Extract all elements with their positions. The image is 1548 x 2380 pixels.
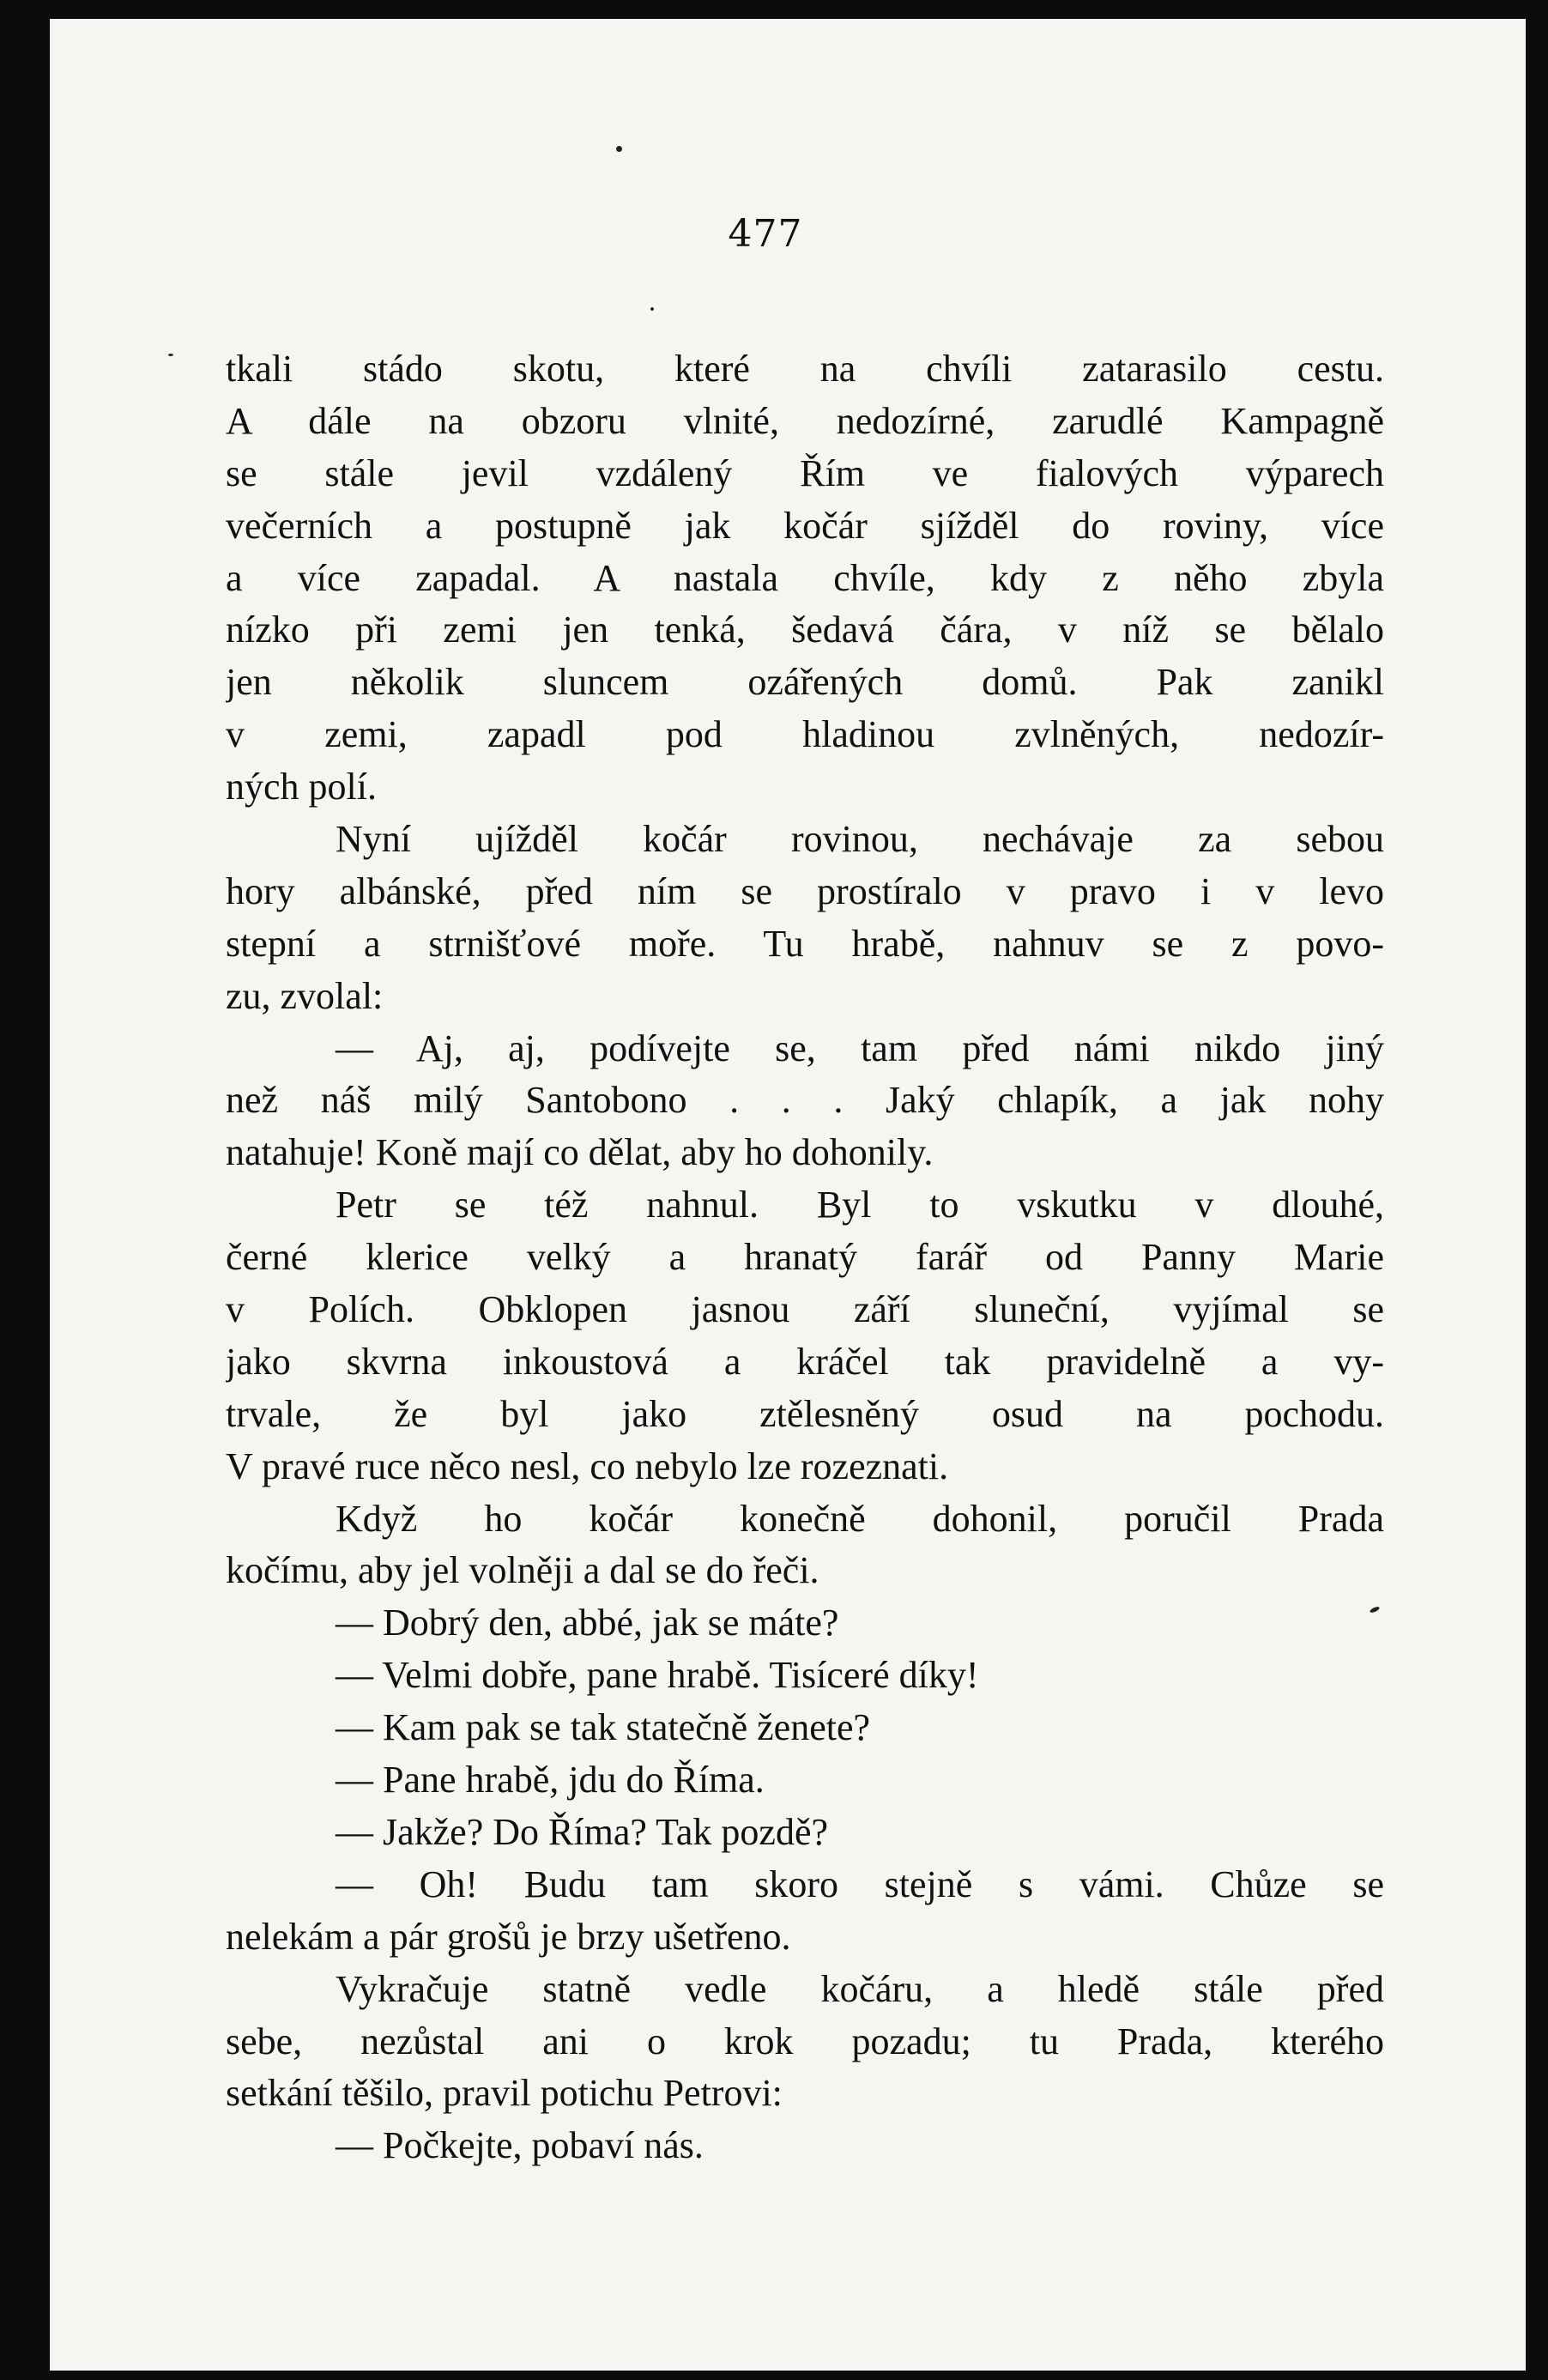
text-line: hory albánské, před ním se prostíralo v pravo i v levo [226, 869, 1384, 912]
text-line: než náš milý Santobono . . . Jaký chlapík, a jak nohy [226, 1079, 1384, 1122]
text-line: A dále na obzoru vlnité, nedozírné, zarudlé Kampagně [226, 399, 1384, 442]
text-line: jen několik sluncem ozářených domů. Pak zanikl [226, 661, 1384, 704]
text-line: V pravé ruce něco nesl, co nebylo lze rozeznati. [226, 1444, 949, 1487]
text-line: nízko při zemi jen tenká, šedavá čára, v níž se bělalo [226, 609, 1384, 651]
text-line: ných polí. [226, 766, 377, 808]
paper-speck [650, 307, 654, 311]
text-line: nelekám a pár grošů je brzy ušetřeno. [226, 1915, 791, 1958]
text-line: v zemi, zapadl pod hladinou zvlněných, nedozír- [226, 713, 1384, 756]
text-line: — Oh! Budu tam skoro stejně s vámi. Chůze se [336, 1862, 1384, 1905]
text-line: Petr se též nahnul. Byl to vskutku v dlouhé, [336, 1184, 1384, 1226]
text-line: se stále jevil vzdálený Řím ve fialových výparech [226, 451, 1384, 494]
text-line: stepní a strnišťové moře. Tu hrabě, nahnuv se z povo- [226, 922, 1384, 965]
text-line: kočímu, aby jel volněji a dal se do řeči. [226, 1549, 819, 1592]
text-line: — Pane hrabě, jdu do Říma. [336, 1759, 765, 1802]
text-line: setkání těšilo, pravil potichu Petrovi: [226, 2072, 783, 2115]
text-line: černé klerice velký a hranatý farář od Panny Marie [226, 1236, 1384, 1279]
text-line: Vykračuje statně vedle kočáru, a hledě stále před [336, 1967, 1384, 2010]
text-line: a více zapadal. A nastala chvíle, kdy z něho zbyla [226, 556, 1384, 599]
text-line: — Kam pak se tak statečně ženete? [336, 1706, 871, 1749]
text-line: v Polích. Obklopen jasnou září sluneční, vyjímal se [226, 1288, 1384, 1331]
text-line: natahuje! Koně mají co dělat, aby ho dohonily. [226, 1131, 934, 1174]
text-line: jako skvrna inkoustová a kráčel tak pravidelně a vy- [226, 1340, 1384, 1383]
text-line: — Dobrý den, abbé, jak se máte? [336, 1602, 839, 1644]
text-line: tkali stádo skotu, které na chvíli zatarasilo cestu. [226, 348, 1384, 390]
page-number: 477 [728, 212, 803, 256]
text-line: — Velmi dobře, pane hrabě. Tisíceré díky! [336, 1654, 979, 1697]
text-line: trvale, že byl jako ztělesněný osud na pochodu. [226, 1392, 1384, 1435]
book-page [50, 19, 1526, 2371]
paper-speck [616, 146, 622, 152]
text-line: Když ho kočár konečně dohonil, poručil Prada [336, 1497, 1384, 1540]
text-line: — Jakže? Do Říma? Tak pozdě? [336, 1810, 828, 1853]
text-line: večerních a postupně jak kočár sjížděl do roviny, více [226, 504, 1384, 547]
text-line: Nyní ujížděl kočár rovinou, nechávaje za sebou [336, 818, 1384, 861]
text-line: — Počkejte, pobaví nás. [336, 2124, 704, 2167]
page-text [226, 343, 1384, 2172]
text-line: — Aj, aj, podívejte se, tam před námi nikdo jiný [336, 1026, 1384, 1069]
paper-speck [168, 354, 173, 356]
text-line: sebe, nezůstal ani o krok pozadu; tu Prada, kterého [226, 2020, 1384, 2062]
text-line: zu, zvolal: [226, 974, 384, 1017]
